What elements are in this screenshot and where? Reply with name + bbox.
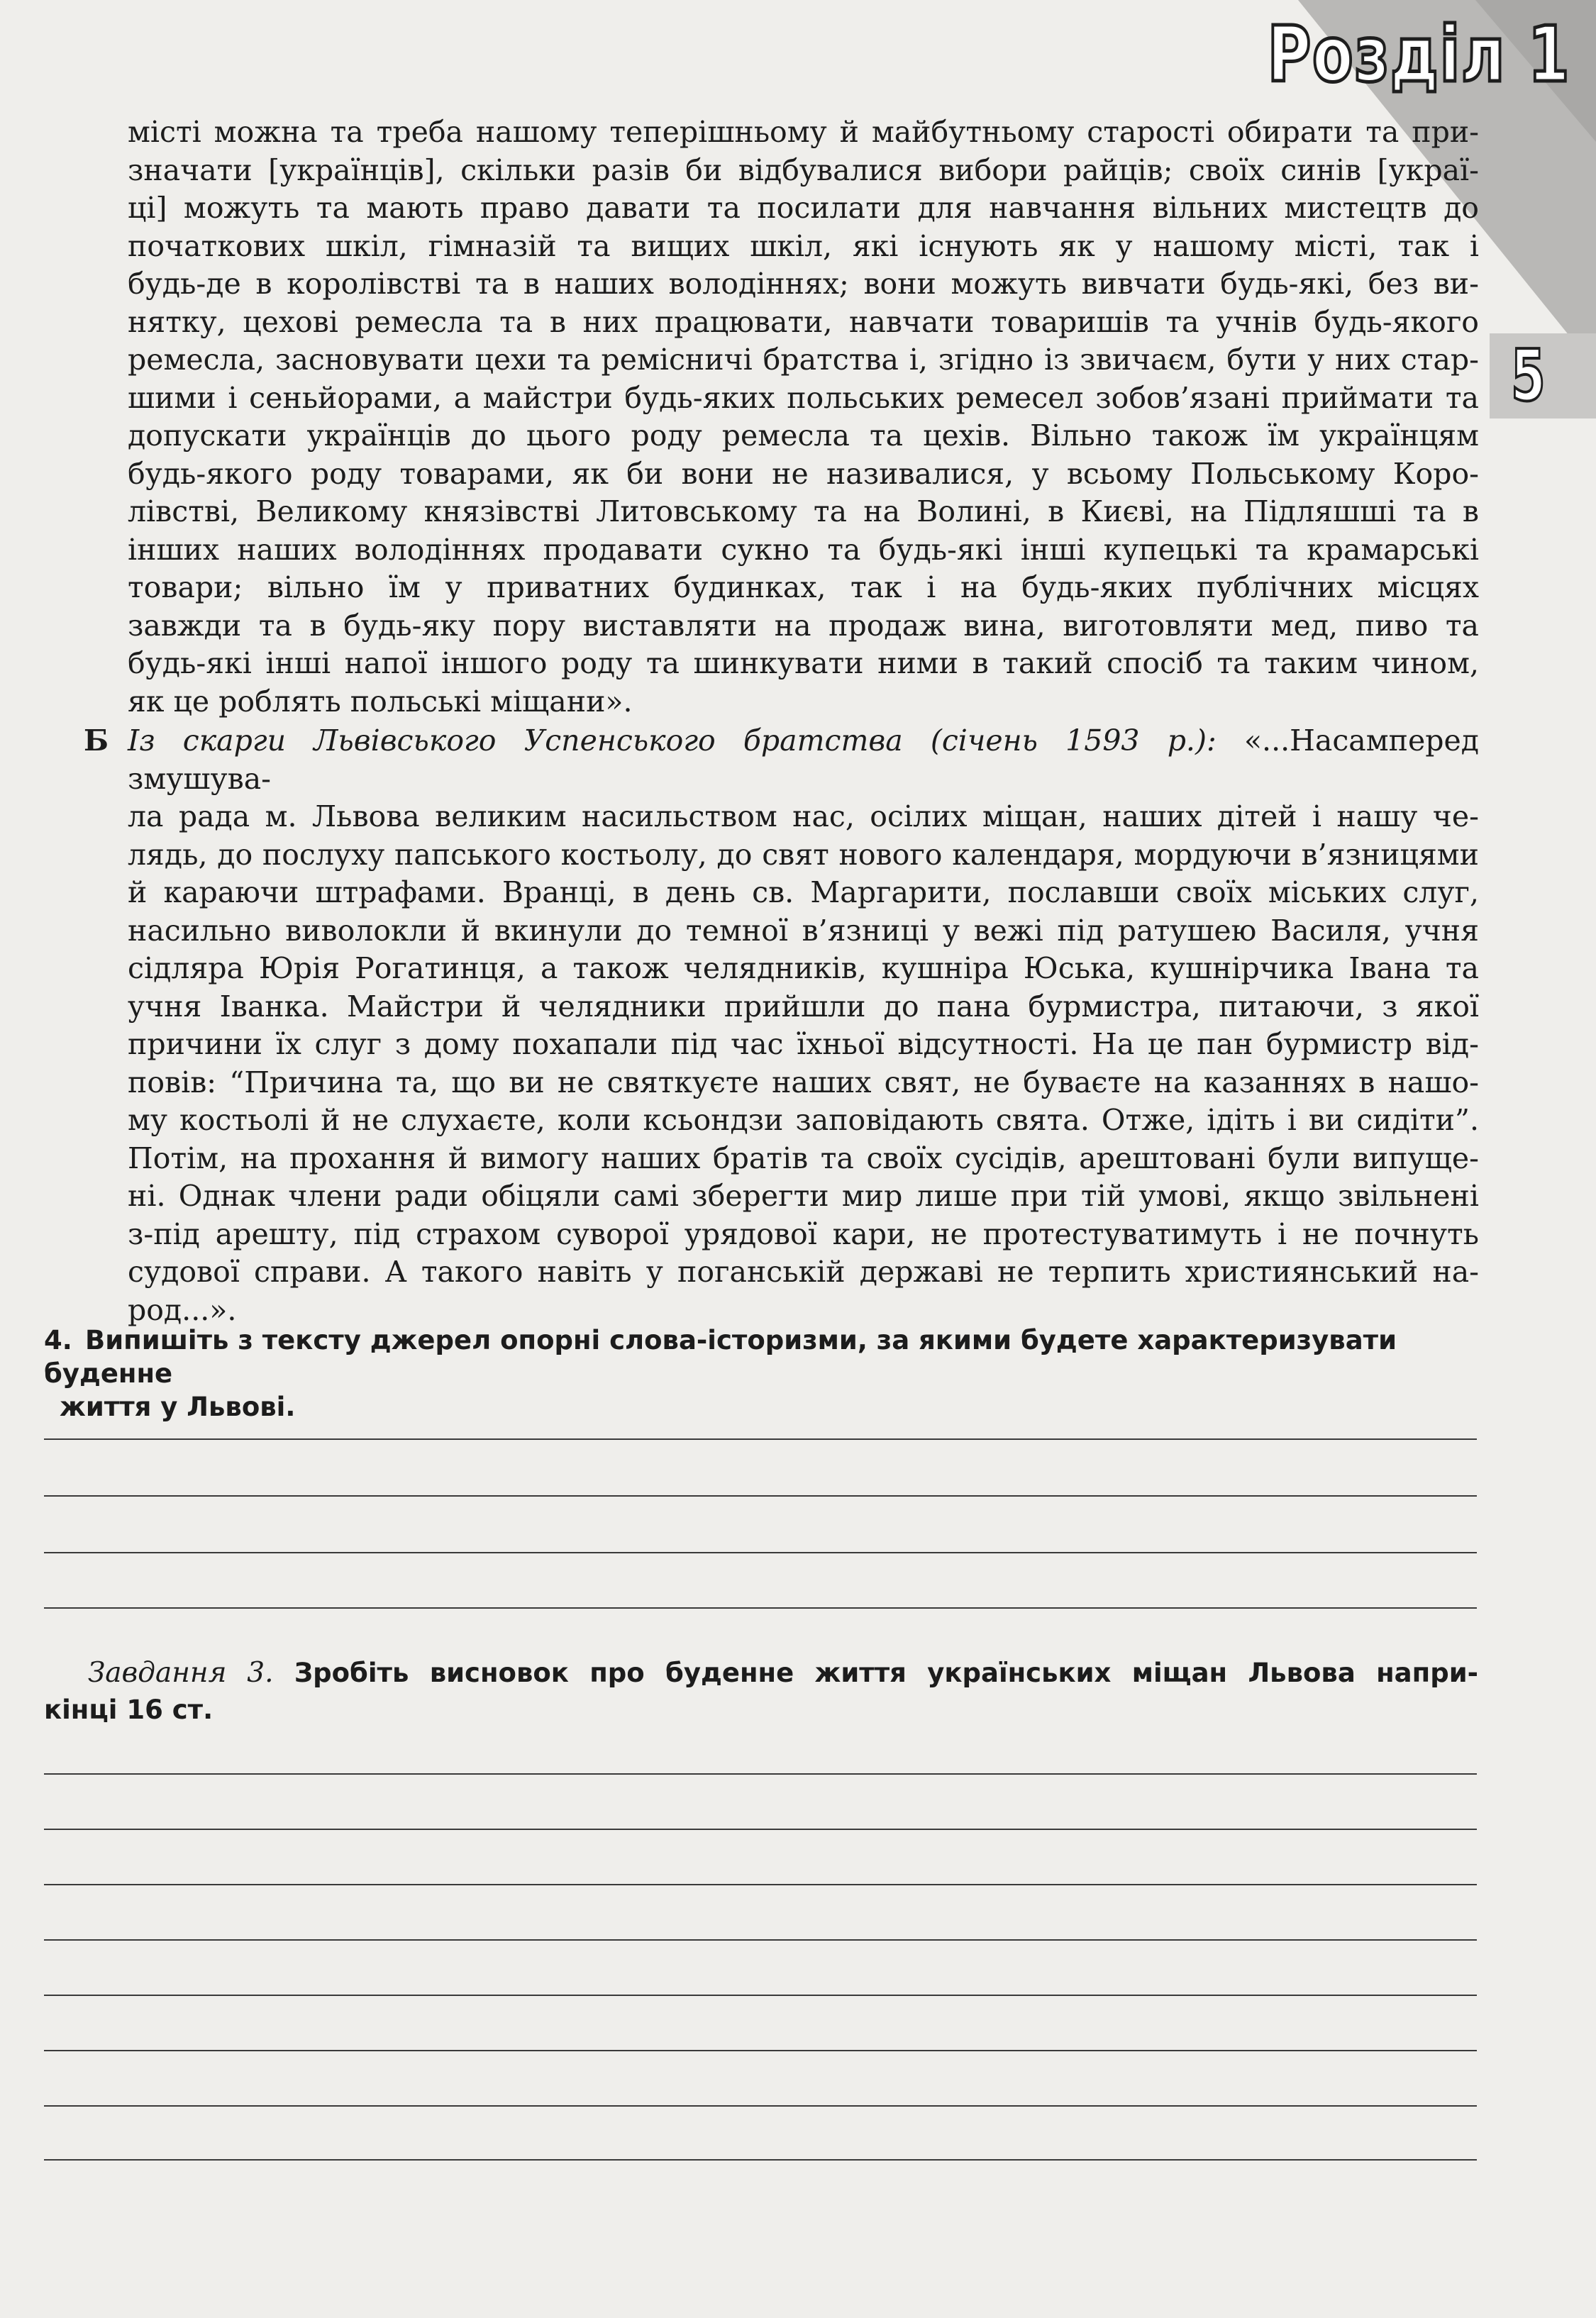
source-a-line: ці] можуть та мають право давати та посилати для навчання вільних мистецтв до: [128, 191, 1479, 225]
source-b-line: насильно виволокли й вкинули до темної в’язниці у вежі під ратушею Василя, учня: [128, 913, 1479, 948]
answer-line[interactable]: [44, 1607, 1477, 1609]
source-b-line: учня Іванка. Майстри й челядники прийшли до пана бурмистра, питаючи, з якої: [128, 989, 1479, 1024]
source-a-line: нятку, цехові ремесла та в них працювати, навчати товаришів та учнів будь-якого: [128, 304, 1479, 339]
source-b-line: Потім, на прохання й вимогу наших братів та своїх сусідів, арештовані були випуще-: [128, 1141, 1479, 1175]
source-b-line: сідляра Юрія Рогатинця, а також челядників, кушніра Юська, кушнірчика Івана та: [128, 951, 1479, 985]
answer-line[interactable]: [44, 2159, 1477, 2161]
answer-line[interactable]: [44, 1495, 1477, 1497]
source-a-line: шими і сеньйорами, а майстри будь-яких польських ремесел зобов’язані приймати та: [128, 380, 1479, 415]
source-b-letter: Б: [84, 723, 109, 758]
source-a-line: допускати українців до цього роду ремесла та цехів. Вільно також їм українцям: [128, 418, 1479, 453]
source-b-line: лядь, до послуху папського костьолу, до свят нового календаря, мордуючи в’язницями: [128, 837, 1479, 872]
task-3-label: Завдання 3.: [88, 1657, 274, 1689]
source-text: [84, 113, 1479, 1329]
source-b-line: судової справи. А такого навіть у поганській державі не терпить християнський на-: [128, 1255, 1479, 1289]
task-3-line-1: [88, 1655, 1478, 1692]
source-a-line: будь-де в королівстві та в наших володіннях; вони можуть вивчати будь-які, без ви-: [128, 267, 1479, 301]
source-b-line: причини їх слуг з дому похапали під час їхньої відсутності. На це пан бурмистр від-: [128, 1027, 1479, 1061]
task-3-continuation: кінці 16 ст.: [44, 1695, 214, 1725]
source-a-line: будь-які інші напої іншого роду та шинкувати ними в такий спосіб та таким чином,: [128, 646, 1479, 680]
source-b: [84, 722, 1479, 1329]
source-b-first-line-text: «...Насамперед змушува-: [128, 723, 1479, 796]
answer-line[interactable]: [44, 1829, 1477, 1830]
source-a-line: місті можна та треба нашому теперішньому й майбутньому старості обирати та при-: [128, 115, 1479, 149]
task-3-text: Зробіть висновок про буденне життя українських міщан Львова напри-: [273, 1658, 1478, 1688]
source-b-line: род...».: [128, 1292, 237, 1327]
source-b-line: повів: “Причина та, що ви не святкуєте наших свят, не буваєте на казаннях в нашо-: [128, 1065, 1479, 1099]
source-b-line: ні. Однак члени ради обіцяли самі зберегти мир лише при тій умові, якщо звільнені: [128, 1179, 1479, 1213]
task-4-text: Випишіть з тексту джерел опорні слова-історизми, за якими будете характеризувати буденне: [44, 1325, 1397, 1389]
source-a: [128, 113, 1479, 721]
page-number: 5: [1511, 334, 1546, 417]
source-a-line: ремесла, засновувати цехи та ремісничі братства і, згідно із звичаєм, бути у них стар-: [128, 343, 1479, 377]
source-a-line: значати [українців], скільки разів би відбувалися вибори райців; своїх синів [украї-: [128, 152, 1479, 187]
answer-line[interactable]: [44, 2050, 1477, 2051]
answer-line[interactable]: [44, 1995, 1477, 1996]
source-a-line: як це роблять польські міщани».: [128, 684, 633, 719]
answer-line[interactable]: [44, 1884, 1477, 1885]
answer-line[interactable]: [44, 2105, 1477, 2107]
task-4-line-1: [44, 1324, 1484, 1390]
answer-line[interactable]: [44, 1552, 1477, 1553]
answer-line[interactable]: [44, 1773, 1477, 1775]
source-b-line: му костьолі й не слухаєте, коли ксьондзи заповідають свята. Отже, ідіть і ви сидіти”.: [128, 1103, 1479, 1137]
source-b-line: з-під арешту, під страхом суворої урядової кари, не протестуватимуть і не почнуть: [128, 1216, 1479, 1251]
source-b-line: ла рада м. Львова великим насильством нас, осілих міщан, наших дітей і нашу че-: [128, 799, 1479, 833]
task-3: [44, 1655, 1478, 1729]
task-4: [44, 1324, 1484, 1424]
section-title: Розділ 1: [1267, 11, 1570, 99]
answer-line[interactable]: [44, 1939, 1477, 1941]
source-a-line: інших наших володіннях продавати сукно та будь-які інші купецькі та крамарські: [128, 532, 1479, 567]
source-a-line: початкових шкіл, гімназій та вищих шкіл, які існують як у нашому місті, так і: [128, 228, 1479, 263]
source-b-line: й караючи штрафами. Вранці, в день св. Маргарити, пославши своїх міських слуг,: [128, 875, 1479, 909]
source-a-line: лівстві, Великому князівстві Литовському та на Волині, в Києві, на Підляшші та в: [128, 494, 1479, 528]
source-b-first-line: [128, 722, 1479, 798]
answer-line[interactable]: [44, 1438, 1477, 1440]
source-a-line: товари; вільно їм у приватних будинках, так і на будь-яких публічних місцях: [128, 570, 1479, 604]
task-4-line-2: життя у Львові.: [60, 1392, 296, 1422]
source-b-title: Із скарги Львівського Успенського братства (січень 1593 р.):: [128, 723, 1217, 758]
source-a-line: будь-якого роду товарами, як би вони не називалися, у всьому Польському Коро-: [128, 456, 1479, 491]
source-a-line: завжди та в будь-яку пору виставляти на продаж вина, виготовляти мед, пиво та: [128, 608, 1479, 643]
task-4-number: 4.: [44, 1325, 72, 1355]
